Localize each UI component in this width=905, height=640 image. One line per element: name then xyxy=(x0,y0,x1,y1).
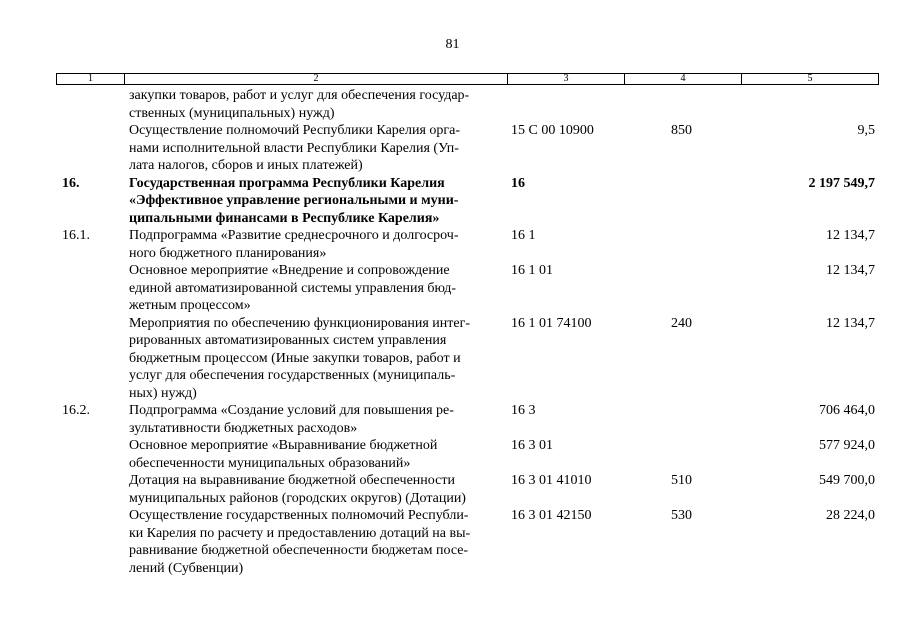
row-amount: 706 464,0 xyxy=(819,403,875,418)
column-header-1: 1 xyxy=(88,73,93,84)
row-code: 16 3 xyxy=(511,403,536,418)
row-number: 16.1. xyxy=(62,228,90,243)
row-code: 16 xyxy=(511,175,525,191)
row-name: закупки товаров, работ и услуг для обеспечения государ- ственных (муниципальных) нужд) xyxy=(129,88,470,121)
row-expense-type: 530 xyxy=(671,508,692,523)
page-number: 81 xyxy=(445,37,460,52)
table-row xyxy=(0,122,905,175)
row-code: 16 1 01 74100 xyxy=(511,315,592,331)
table-row xyxy=(0,262,905,315)
table-row xyxy=(0,507,905,577)
table-row xyxy=(0,175,905,228)
row-name: Дотация на выравнивание бюджетной обеспеченности муниципальных районов (городских округов) (Дотации) xyxy=(129,473,466,506)
table-row xyxy=(0,315,905,403)
row-name: Подпрограмма «Развитие среднесрочного и долгосроч- ного бюджетного планирования» xyxy=(129,228,459,261)
row-amount: 12 134,7 xyxy=(826,315,875,331)
table-row xyxy=(0,87,905,122)
row-amount: 549 700,0 xyxy=(819,473,875,488)
table-row xyxy=(0,402,905,437)
column-header-3: 3 xyxy=(507,74,624,84)
table-header-row xyxy=(56,73,879,85)
row-code: 16 3 01 41010 xyxy=(511,473,592,488)
column-header-2: 2 xyxy=(124,74,507,84)
row-name: Подпрограмма «Создание условий для повышения ре- зультативности бюджетных расходов» xyxy=(129,403,454,436)
table-body xyxy=(0,87,905,577)
row-name: Государственная программа Республики Карелия «Эффективное управление региональными и муни- ципальными финансами в Республике Карелия» xyxy=(129,175,459,226)
column-header-4: 4 xyxy=(624,74,741,84)
row-name: Осуществление полномочий Республики Карелия орга- нами исполнительной власти Республики Карелия (Уп- лата налогов, сборов и иных платежей) xyxy=(129,123,461,173)
row-name: Осуществление государственных полномочий Республи- ки Карелия по расчету и предоставлению дотаций на вы- равнивание бюджетной обеспеченности бюджетам посе- лений (Субвенции) xyxy=(129,508,471,576)
row-name: Основное мероприятие «Внедрение и сопровождение единой автоматизированной системы управления бюд- жетным процессом» xyxy=(129,263,457,313)
column-header-5: 5 xyxy=(741,74,878,84)
row-amount: 2 197 549,7 xyxy=(808,175,875,191)
table-row xyxy=(0,227,905,262)
row-code: 15 С 00 10900 xyxy=(511,123,594,138)
row-number: 16. xyxy=(62,175,80,191)
row-amount: 12 134,7 xyxy=(826,263,875,278)
row-amount: 577 924,0 xyxy=(819,438,875,453)
row-code: 16 3 01 42150 xyxy=(511,508,592,523)
row-name: Мероприятия по обеспечению функционирования интег- рированных автоматизированных систем управления бюджетным процессом (Иные закупки товаров, работ и услуг для обеспечения государственных (муниципаль- ных) нужд) xyxy=(129,315,470,401)
row-amount: 12 134,7 xyxy=(826,228,875,243)
row-amount: 28 224,0 xyxy=(826,508,875,523)
row-code: 16 3 01 xyxy=(511,438,553,453)
row-expense-type: 510 xyxy=(671,473,692,488)
table-row xyxy=(0,437,905,472)
row-code: 16 1 01 xyxy=(511,263,553,278)
row-number: 16.2. xyxy=(62,403,90,418)
row-expense-type: 850 xyxy=(671,123,692,138)
row-expense-type: 240 xyxy=(671,315,692,331)
row-amount: 9,5 xyxy=(857,123,875,138)
row-name: Основное мероприятие «Выравнивание бюджетной обеспеченности муниципальных образований» xyxy=(129,438,438,471)
table-row xyxy=(0,472,905,507)
row-code: 16 1 xyxy=(511,228,536,243)
